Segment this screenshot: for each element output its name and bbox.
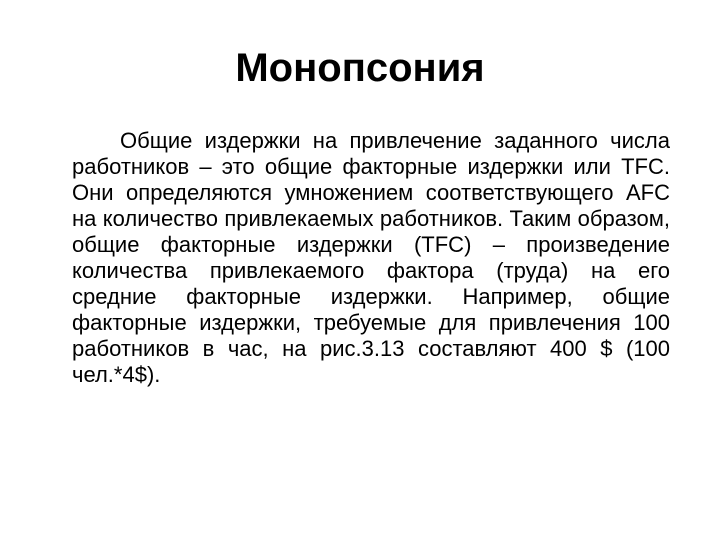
slide-title: Монопсония bbox=[235, 46, 485, 90]
slide-body-paragraph: Общие издержки на привлечение заданного числа работников – это общие факторные издержки или TFC. Они определяются умножением соответствующего AFC на количество привлекаемых работников. Таким образом, общие факторные издержки (TFC) – произведение количества привлекаемого фактора (труда) на его средние факторные издержки. Например, общие факторные издержки, требуемые для привлечения 100 работников в час, на рис.3.13 составляют 400 $ (100 чел.*4$). bbox=[72, 128, 670, 387]
